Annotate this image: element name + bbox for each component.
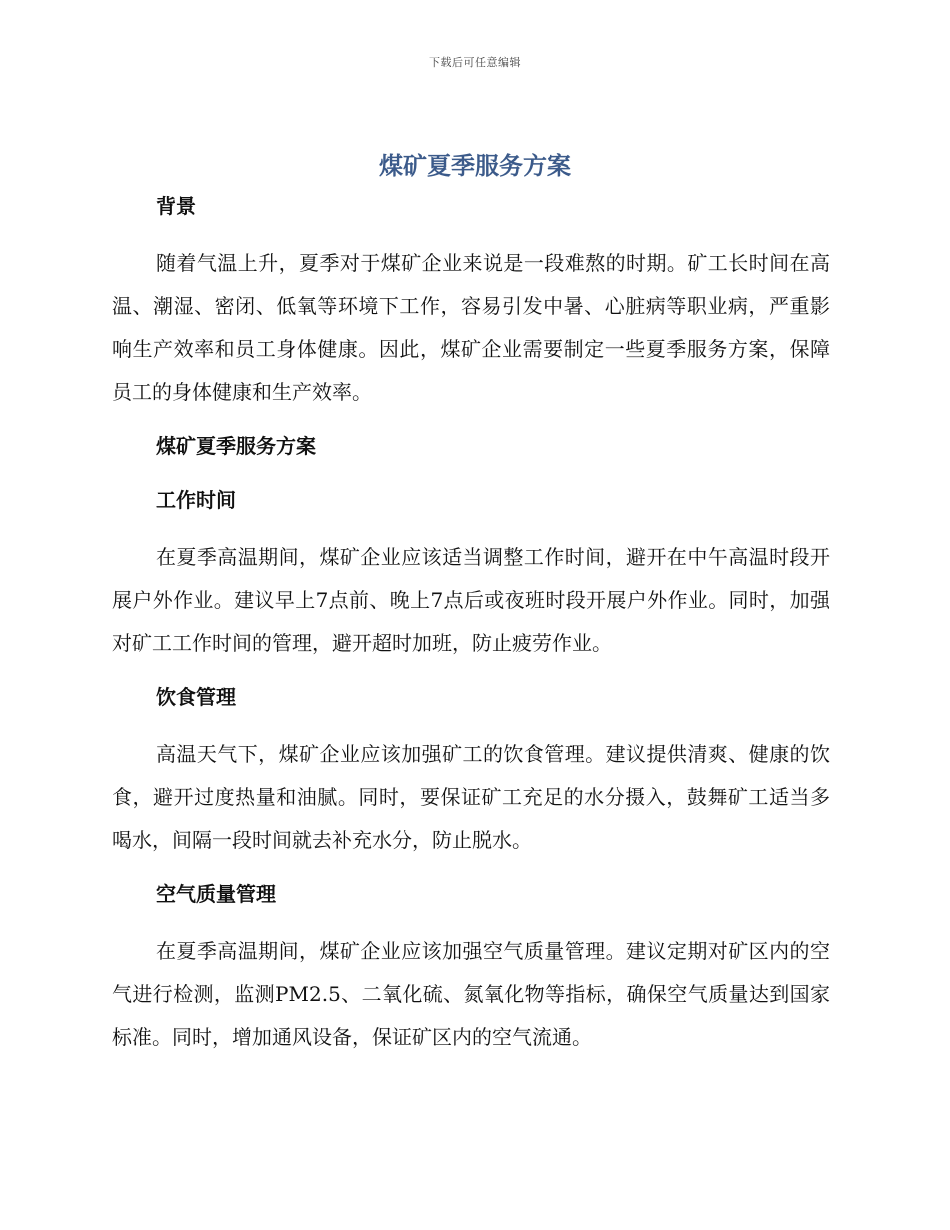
section-heading-work-hours: 工作时间 bbox=[156, 488, 236, 512]
paragraph-diet: 高温天气下，煤矿企业应该加强矿工的饮食管理。建议提供清爽、健康的饮食，避开过度热量和油腻。同时，要保证矿工充足的水分摄入，鼓舞矿工适当多喝水，间隔一段时间就去补充水分，防止脱水。 bbox=[112, 742, 830, 852]
section-heading-diet: 饮食管理 bbox=[156, 685, 236, 709]
document-body bbox=[112, 188, 830, 1059]
section-heading-air-quality: 空气质量管理 bbox=[156, 882, 276, 906]
section-heading-plan: 煤矿夏季服务方案 bbox=[156, 434, 316, 458]
header-note: 下载后可任意编辑 bbox=[429, 56, 521, 69]
document-title: 煤矿夏季服务方案 bbox=[379, 152, 571, 180]
section-heading-background: 背景 bbox=[156, 194, 196, 218]
paragraph-background: 随着气温上升，夏季对于煤矿企业来说是一段难熬的时期。矿工长时间在高温、潮湿、密闭、低氧等环境下工作，容易引发中暑、心脏病等职业病，严重影响生产效率和员工身体健康。因此，煤矿企业需要制定一些夏季服务方案，保障员工的身体健康和生产效率。 bbox=[112, 251, 830, 404]
paragraph-air-quality: 在夏季高温期间，煤矿企业应该加强空气质量管理。建议定期对矿区内的空气进行检测，监测PM2.5、二氧化硫、氮氧化物等指标，确保空气质量达到国家标准。同时，增加通风设备，保证矿区内的空气流通。 bbox=[112, 939, 830, 1049]
paragraph-work-hours: 在夏季高温期间，煤矿企业应该适当调整工作时间，避开在中午高温时段开展户外作业。建议早上7点前、晚上7点后或夜班时段开展户外作业。同时，加强对矿工工作时间的管理，避开超时加班，防止疲劳作业。 bbox=[112, 545, 830, 655]
